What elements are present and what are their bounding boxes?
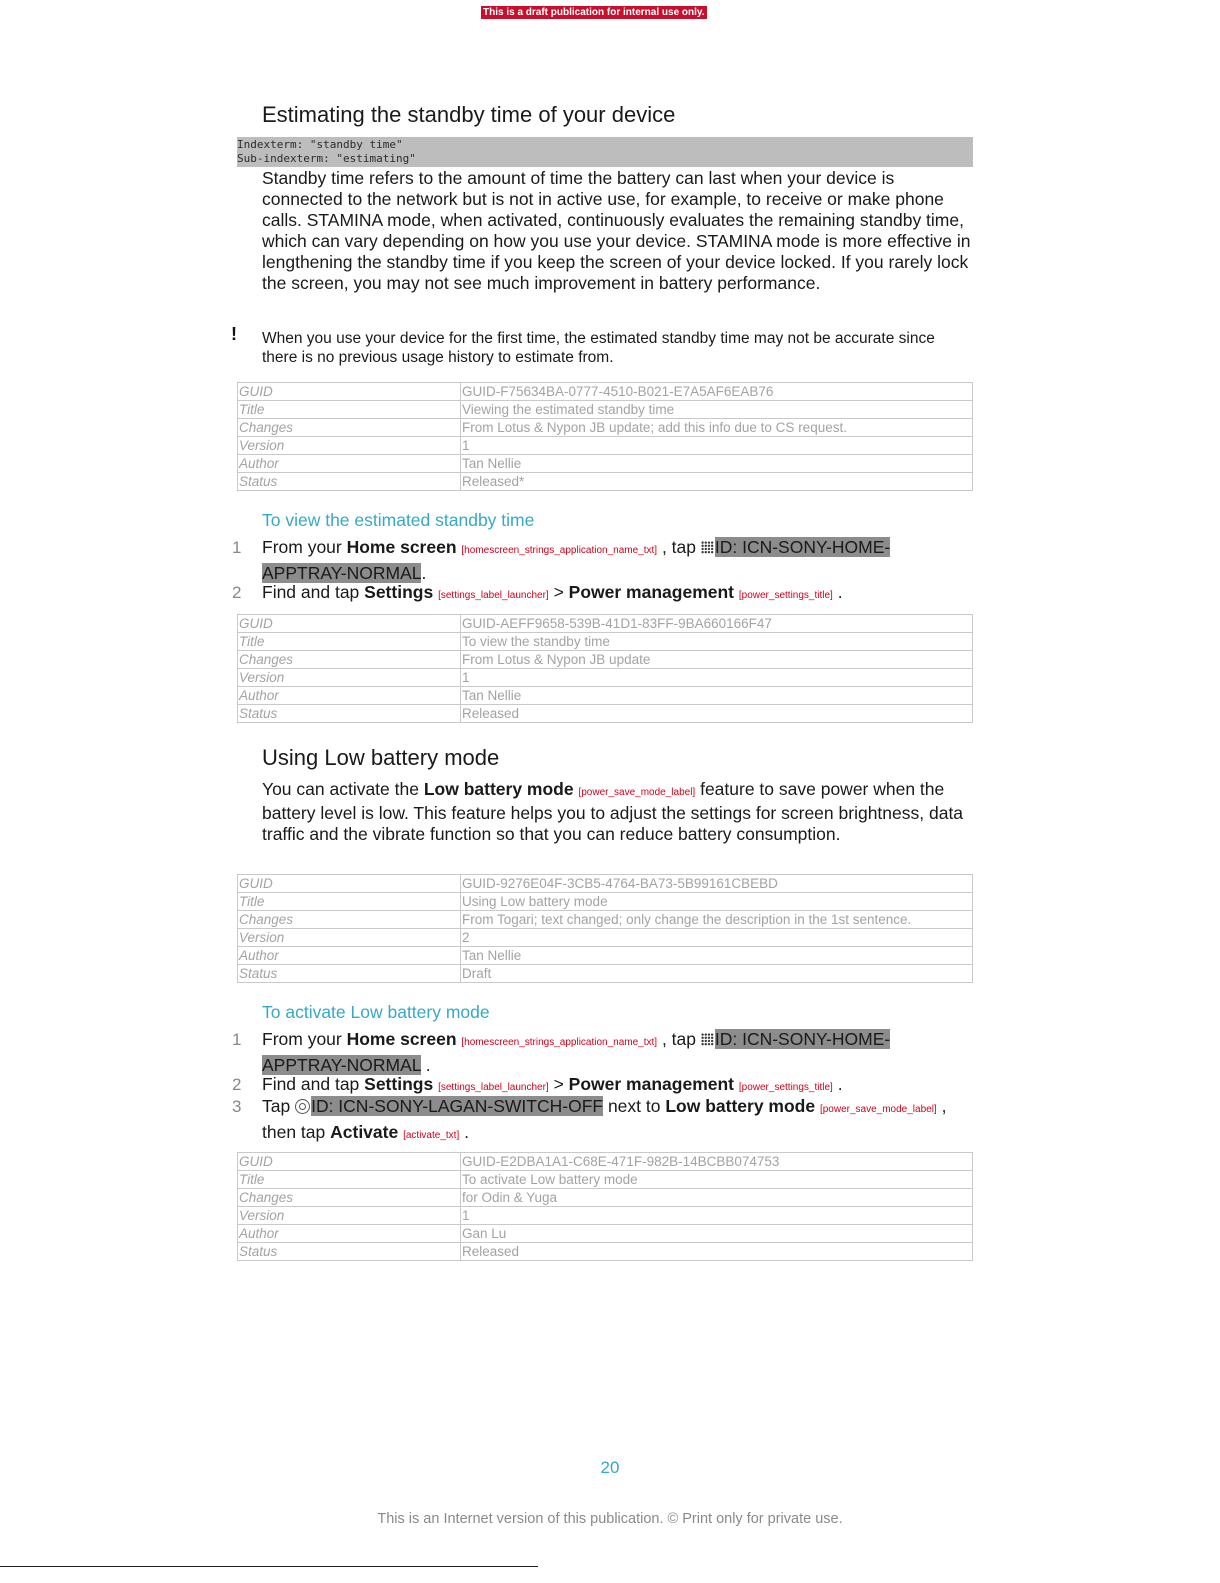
metadata-row [238, 875, 973, 893]
metadata-key: Changes [238, 911, 461, 929]
footer-text: This is an Internet version of this publication. © Print only for private use. [377, 1511, 843, 1527]
metadata-key: Status [238, 705, 461, 723]
metadata-row [238, 705, 973, 723]
step-text: . [832, 582, 843, 602]
index-term-block [237, 137, 973, 167]
step-text: , tap [657, 537, 701, 557]
power-management-label: Power management [568, 582, 734, 602]
metadata-row [238, 1171, 973, 1189]
metadata-row [238, 419, 973, 437]
metadata-key: Author [238, 455, 461, 473]
procedure-step [232, 581, 974, 607]
string-id-tag: [power_save_mode_label] [819, 1104, 937, 1115]
home-screen-label: Home screen [346, 537, 457, 557]
metadata-row [238, 455, 973, 473]
procedure-title-view-standby: To view the estimated standby time [262, 510, 535, 530]
step-number: 3 [232, 1097, 242, 1116]
settings-label: Settings [364, 1074, 434, 1094]
procedure-step [232, 536, 974, 585]
activate-label: Activate [330, 1122, 399, 1142]
step-number: 1 [232, 1030, 242, 1049]
metadata-value: Released [461, 705, 973, 723]
metadata-value: 1 [461, 669, 973, 687]
home-screen-label: Home screen [346, 1029, 457, 1049]
section-title-standby: Estimating the standby time of your device [262, 102, 676, 127]
metadata-row [238, 893, 973, 911]
index-term-line: Sub-indexterm: "estimating" [237, 152, 416, 165]
metadata-key: Title [238, 1171, 461, 1189]
metadata-key: Status [238, 473, 461, 491]
bottom-divider [0, 1566, 538, 1567]
metadata-table [237, 874, 973, 983]
step-text: From your [262, 1029, 347, 1049]
procedure-step [232, 1095, 974, 1147]
string-id-tag: [power_settings_title] [738, 1082, 833, 1093]
metadata-row [238, 401, 973, 419]
metadata-row [238, 687, 973, 705]
metadata-value: Tan Nellie [461, 947, 973, 965]
step-number: 2 [232, 1075, 242, 1094]
metadata-row [238, 1189, 973, 1207]
metadata-value: 1 [461, 437, 973, 455]
metadata-value: Draft [461, 965, 973, 983]
metadata-row [238, 473, 973, 491]
low-battery-mode-label: Low battery mode [665, 1096, 816, 1116]
icon-id-placeholder: ID: ICN-SONY-HOME-APPTRAY-NORMAL [262, 537, 891, 583]
procedure-title-activate-low-battery: To activate Low battery mode [262, 1002, 490, 1022]
metadata-row [238, 1153, 973, 1171]
step-text: next to [603, 1096, 666, 1116]
metadata-key: Version [238, 929, 461, 947]
metadata-key: GUID [238, 875, 461, 893]
app-tray-icon [701, 1033, 714, 1046]
metadata-row [238, 965, 973, 983]
metadata-key: Changes [238, 1189, 461, 1207]
metadata-key: Author [238, 687, 461, 705]
metadata-key: Status [238, 1243, 461, 1261]
metadata-key: Version [238, 669, 461, 687]
step-text: Find and tap [262, 582, 365, 602]
icon-id-placeholder: ID: ICN-SONY-HOME-APPTRAY-NORMAL [262, 1029, 891, 1075]
metadata-value: Gan Lu [461, 1225, 973, 1243]
metadata-value: From Lotus & Nypon JB update; add this info due to CS request. [461, 419, 973, 437]
string-id-tag: [power_save_mode_label] [578, 787, 696, 798]
metadata-value: From Togari; text changed; only change the description in the 1st sentence. [461, 911, 973, 929]
metadata-key: Author [238, 1225, 461, 1243]
step-text: From your [262, 537, 347, 557]
step-text: Find and tap [262, 1074, 365, 1094]
settings-label: Settings [364, 582, 434, 602]
step-text: . [832, 1074, 843, 1094]
app-tray-icon [701, 541, 714, 554]
exclamation-icon: ! [231, 324, 237, 344]
metadata-value: GUID-E2DBA1A1-C68E-471F-982B-14BCBB074753 [461, 1153, 973, 1171]
step-text: Tap [262, 1096, 296, 1116]
metadata-row [238, 929, 973, 947]
switch-off-icon [295, 1099, 310, 1114]
string-id-tag: [settings_label_launcher] [438, 1082, 549, 1093]
metadata-row [238, 669, 973, 687]
standby-body-text: Standby time refers to the amount of time the battery can last when your device is connected to the network but is not in active use, for example, to receive or make phone calls. STAMINA mode, when activated, continuously evaluates the remaining standby time, which can vary depending on how you use your device. STAMINA mode is more effective in lengthening the standby time if you keep the screen of your device locked. If you rarely lock the screen, you may not see much improvement in battery performance. [262, 168, 971, 293]
step-number: 1 [232, 538, 242, 557]
body-text: feature to save power when the battery level is low. This feature helps you to adjust the settings for screen brightness, data traffic and the vibrate function so that you can reduce battery consumption. [262, 779, 964, 844]
metadata-key: Version [238, 1207, 461, 1225]
icon-id-placeholder: ID: ICN-SONY-LAGAN-SWITCH-OFF [311, 1096, 604, 1116]
string-id-tag: [homescreen_strings_application_name_txt] [461, 545, 658, 556]
metadata-row [238, 1243, 973, 1261]
metadata-value: 2 [461, 929, 973, 947]
metadata-row [238, 615, 973, 633]
metadata-row [238, 651, 973, 669]
metadata-key: Changes [238, 651, 461, 669]
step-number: 2 [232, 583, 242, 602]
string-id-tag: [power_settings_title] [738, 590, 833, 601]
string-id-tag: [settings_label_launcher] [438, 590, 549, 601]
metadata-value: Using Low battery mode [461, 893, 973, 911]
metadata-value: Released* [461, 473, 973, 491]
section-title-low-battery: Using Low battery mode [262, 745, 500, 770]
step-text: , tap [657, 1029, 701, 1049]
step-text: . [459, 1122, 469, 1142]
metadata-value: To activate Low battery mode [461, 1171, 973, 1189]
metadata-key: GUID [238, 1153, 461, 1171]
metadata-value: Released [461, 1243, 973, 1261]
metadata-key: Status [238, 965, 461, 983]
metadata-row [238, 1207, 973, 1225]
step-text: . [420, 1055, 431, 1075]
note-text: When you use your device for the first time, the estimated standby time may not be accurate since there is no previous usage history to estimate from. [262, 330, 935, 366]
metadata-value: GUID-AEFF9658-539B-41D1-83FF-9BA660166F47 [461, 615, 973, 633]
string-id-tag: [activate_txt] [403, 1130, 460, 1141]
metadata-table [237, 1152, 973, 1261]
metadata-row [238, 911, 973, 929]
power-management-label: Power management [568, 1074, 734, 1094]
step-text: , then tap [262, 1096, 947, 1142]
metadata-value: 1 [461, 1207, 973, 1225]
metadata-key: Version [238, 437, 461, 455]
metadata-key: Changes [238, 419, 461, 437]
metadata-key: Title [238, 893, 461, 911]
metadata-value: for Odin & Yuga [461, 1189, 973, 1207]
metadata-key: GUID [238, 383, 461, 401]
body-text: You can activate the [262, 779, 424, 799]
low-battery-mode-label: Low battery mode [423, 779, 574, 799]
metadata-table [237, 614, 973, 723]
metadata-row [238, 383, 973, 401]
metadata-key: Title [238, 401, 461, 419]
metadata-value: Tan Nellie [461, 687, 973, 705]
metadata-value: Tan Nellie [461, 455, 973, 473]
metadata-row [238, 437, 973, 455]
page-number: 20 [600, 1458, 620, 1477]
metadata-value: Viewing the estimated standby time [461, 401, 973, 419]
metadata-value: GUID-F75634BA-0777-4510-B021-E7A5AF6EAB76 [461, 383, 973, 401]
procedure-step [232, 1028, 974, 1077]
low-battery-body-text [262, 779, 974, 845]
draft-banner: This is a draft publication for internal use only. [483, 7, 705, 18]
step-text: . [421, 563, 427, 583]
step-text: > [548, 1074, 569, 1094]
metadata-value: From Lotus & Nypon JB update [461, 651, 973, 669]
metadata-key: Title [238, 633, 461, 651]
metadata-table [237, 382, 973, 491]
step-text: > [548, 582, 569, 602]
metadata-key: GUID [238, 615, 461, 633]
index-term-line: Indexterm: "standby time" [237, 138, 403, 151]
metadata-row [238, 947, 973, 965]
metadata-value: GUID-9276E04F-3CB5-4764-BA73-5B99161CBEBD [461, 875, 973, 893]
metadata-row [238, 1225, 973, 1243]
metadata-key: Author [238, 947, 461, 965]
metadata-row [238, 633, 973, 651]
metadata-value: To view the standby time [461, 633, 973, 651]
string-id-tag: [homescreen_strings_application_name_txt] [461, 1037, 658, 1048]
